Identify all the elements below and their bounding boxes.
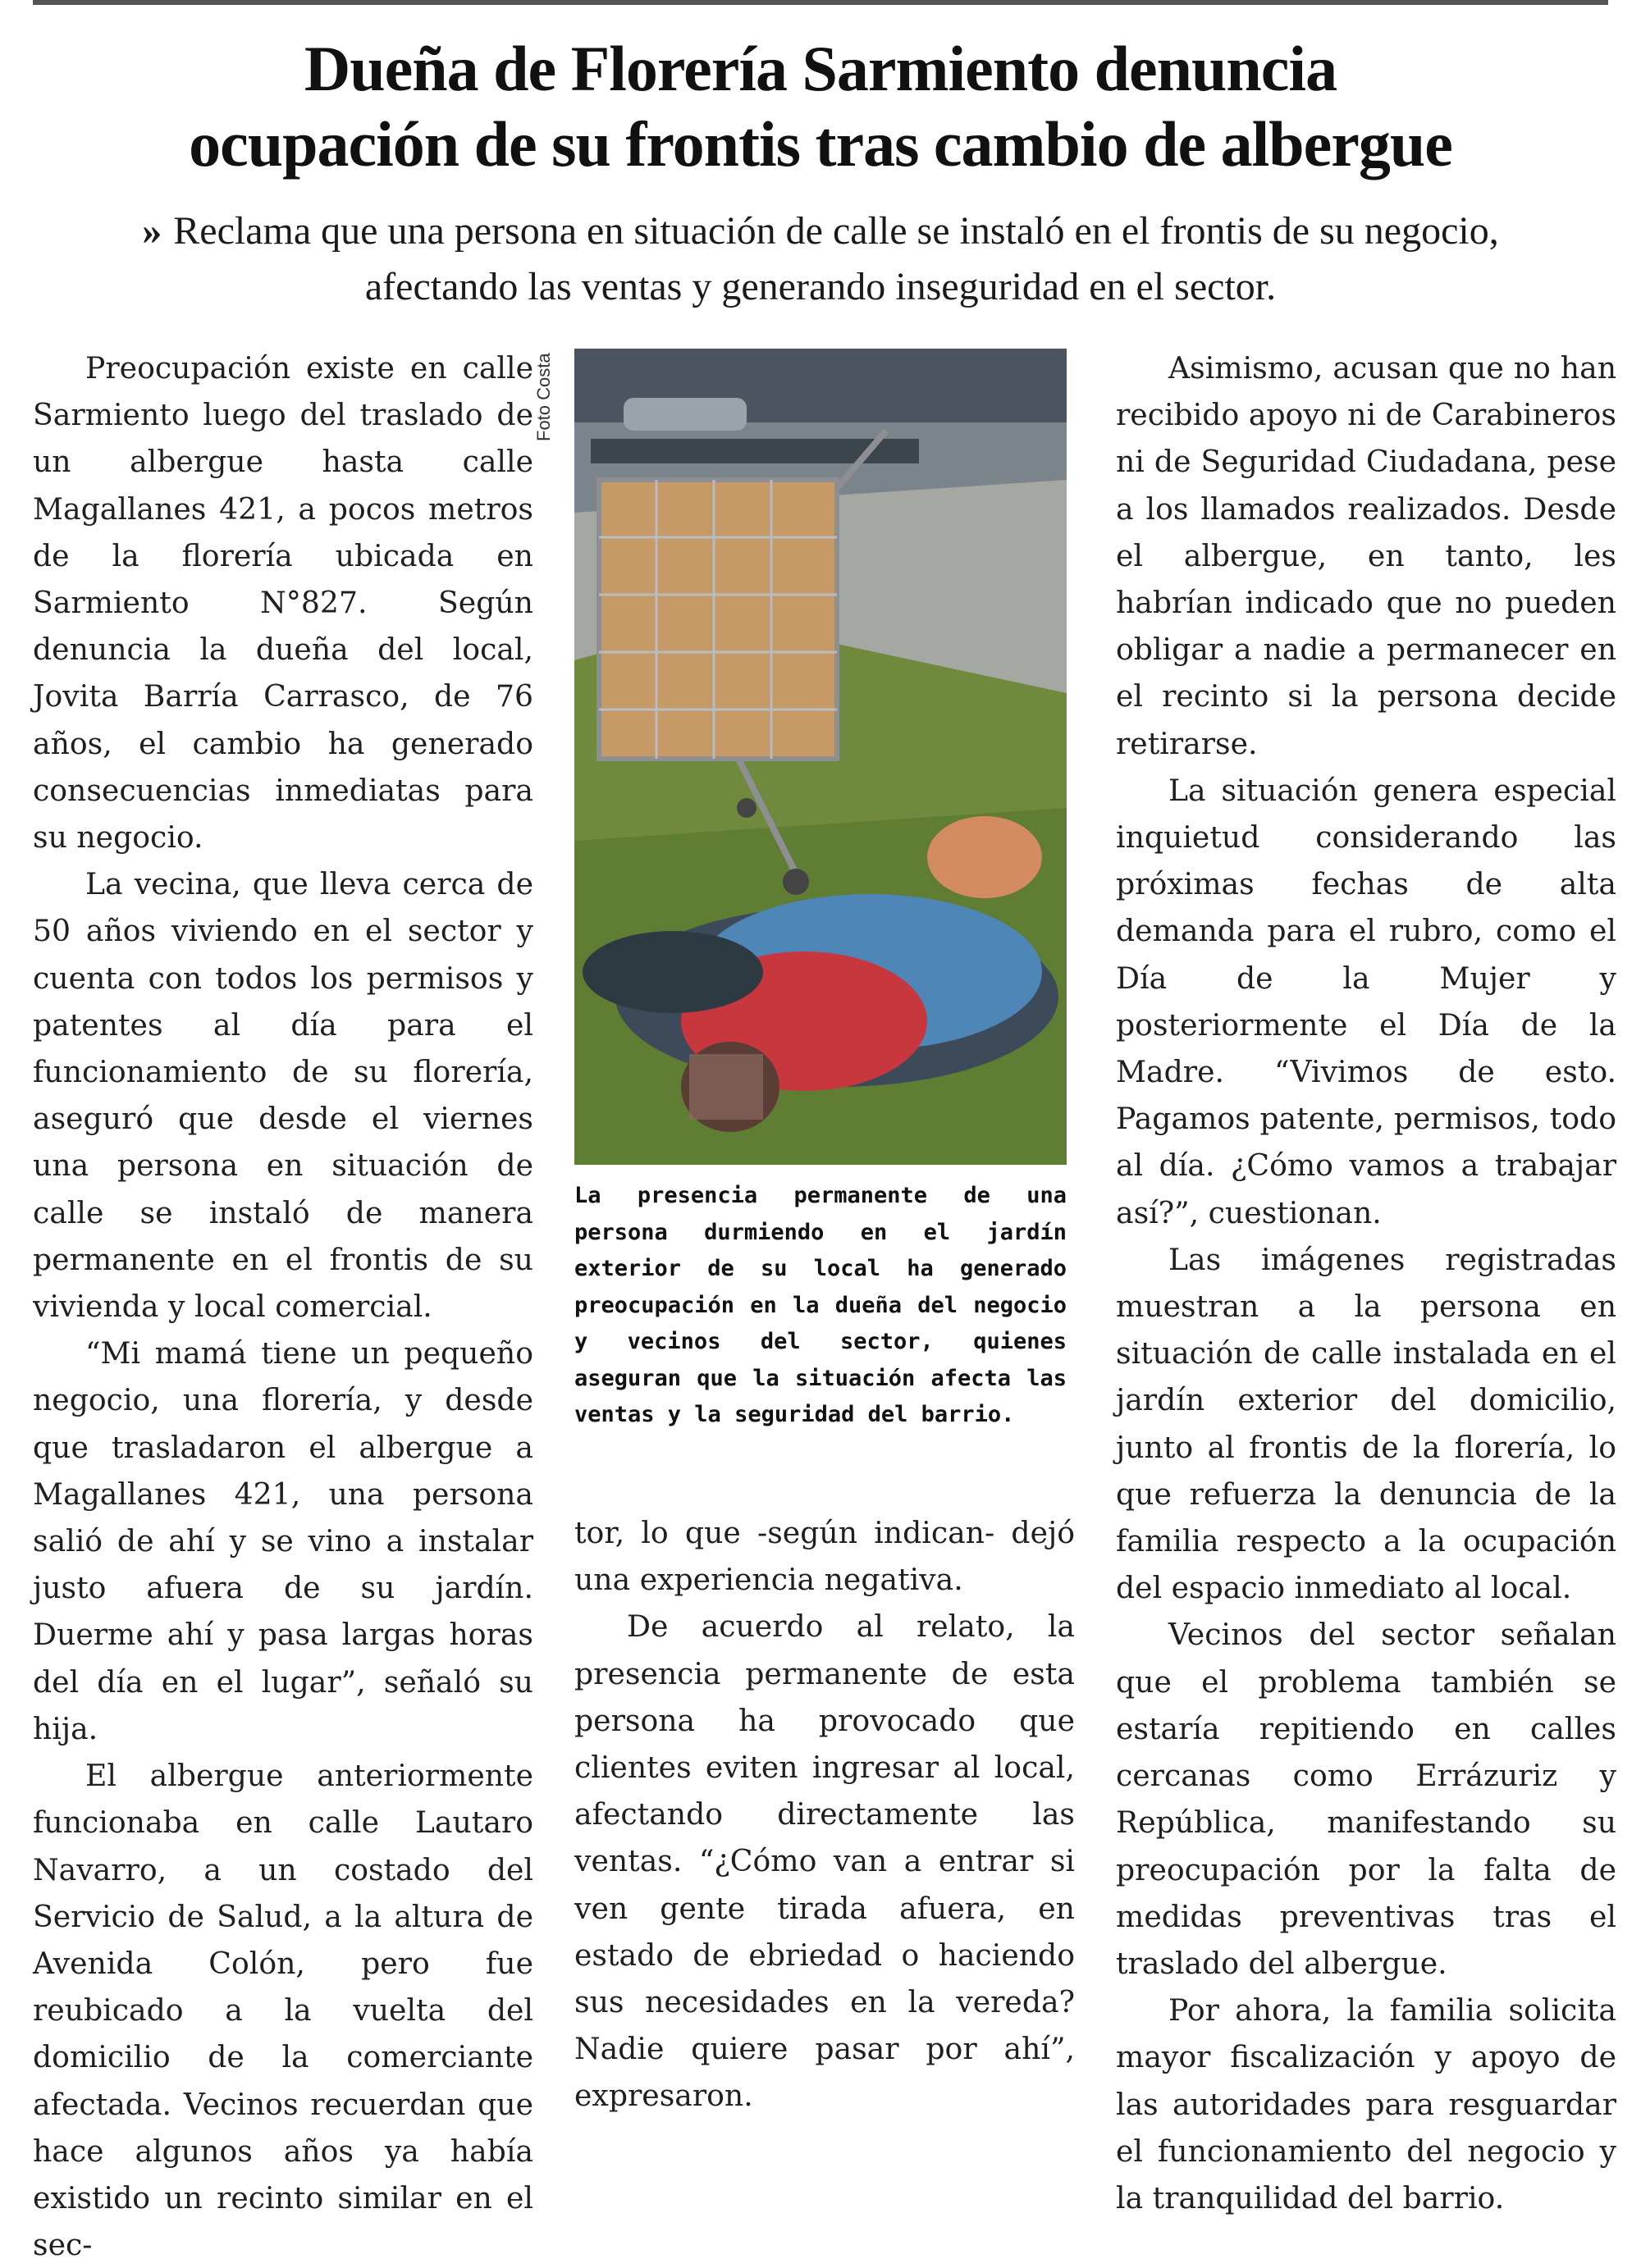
paragraph: Vecinos del sector señalan que el problema también se estaría repitiendo en calles cercanas como Errázuriz y República, manifestando su preocupación por la falta de medidas preventivas tras el traslado del albergue.	[1116, 1617, 1616, 1981]
article-photo	[574, 349, 1067, 1165]
paragraph: El albergue anteriormente funcionaba en calle Lautaro Navarro, a un costado del Servicio de Salud, a la altura de Avenida Colón, pero fue reubicado a la vuelta del domicilio de la comerciante afectada. Vecinos recuerdan que hace algunos años ya había existido un recinto similar en el sec-	[33, 1758, 533, 2263]
column-2	[574, 1509, 1075, 2120]
headline-line-1: Dueña de Florería Sarmiento denuncia	[304, 33, 1337, 104]
photo-caption: La presencia permanente de una persona durmiendo en el jardín exterior de su local ha generado preocupación en la dueña del negocio y vecinos del sector, quienes aseguran que la situación afecta las ventas y la seguridad del barrio.	[574, 1183, 1067, 1427]
column-3	[1116, 345, 1616, 2221]
subhead-text: Reclama que una persona en situación de calle se instaló en el frontis de su negocio, afectando las ventas y generando inseguridad en el sector.	[173, 209, 1499, 308]
headline-line-2: ocupación de su frontis tras cambio de albergue	[189, 108, 1452, 180]
column-1	[33, 345, 533, 2268]
paragraph: “Mi mamá tiene un pequeño negocio, una florería, y desde que trasladaron el albergue a Magallanes 421, una persona salió de ahí y se vino a instalar justo afuera de su jardín. Duerme ahí y pasa largas horas del día en el lugar”, señaló su hija.	[33, 1335, 533, 1746]
paragraph: La situación genera especial inquietud considerando las próximas fechas de alta demanda para el rubro, como el Día de la Mujer y posteriormente el Día de la Madre. “Vivimos de esto. Pagamos patente, permisos, todo al día. ¿Cómo vamos a trabajar así?”, cuestionan.	[1116, 772, 1616, 1230]
paragraph: Por ahora, la familia solicita mayor fiscalización y apoyo de las autoridades para resguardar el funcionamiento del negocio y la tranquilidad del barrio.	[1116, 1992, 1616, 2216]
top-rule	[33, 0, 1608, 5]
paragraph: De acuerdo al relato, la presencia permanente de esta persona ha provocado que clientes eviten ingresar al local, afectando directamente las ventas. “¿Cómo van a entrar si ven gente tirada afuera, en estado de ebriedad o haciendo sus necesidades en la vereda? Nadie quiere pasar por ahí”, expresaron.	[574, 1609, 1075, 2114]
subhead	[98, 203, 1543, 315]
paragraph: Las imágenes registradas muestran a la persona en situación de calle instalada en el jardín exterior del domicilio, junto al frontis de la florería, lo que refuerza la denuncia de la familia respecto a la ocupación del espacio inmediato al local.	[1116, 1241, 1616, 1606]
paragraph: Asimismo, acusan que no han recibido apoyo ni de Carabineros ni de Seguridad Ciudadana, pese a los llamados realizados. Desde el albergue, en tanto, les habrían indicado que no pueden obligar a nadie a permanecer en el recinto si la persona decide retirarse.	[1116, 350, 1616, 761]
paragraph: La vecina, que lleva cerca de 50 años viviendo en el sector y cuenta con todos los permisos y patentes al día para el funcionamiento de su florería, aseguró que desde el viernes una persona en situación de calle se instaló de manera permanente en el frontis de su vivienda y local comercial.	[33, 866, 533, 1325]
headline	[33, 31, 1608, 182]
paragraph: Preocupación existe en calle Sarmiento luego del traslado de un albergue hasta calle Magallanes 421, a pocos metros de la florería ubicada en Sarmiento N°827. Según denuncia la dueña del local, Jovita Barría Carrasco, de 76 años, el cambio ha generado consecuencias inmediatas para su negocio.	[33, 350, 533, 856]
paragraph: tor, lo que -según indican- dejó una experiencia negativa.	[574, 1515, 1075, 1598]
subhead-marker-icon: »	[142, 209, 162, 253]
photo-credit: Foto Costa	[533, 353, 554, 441]
